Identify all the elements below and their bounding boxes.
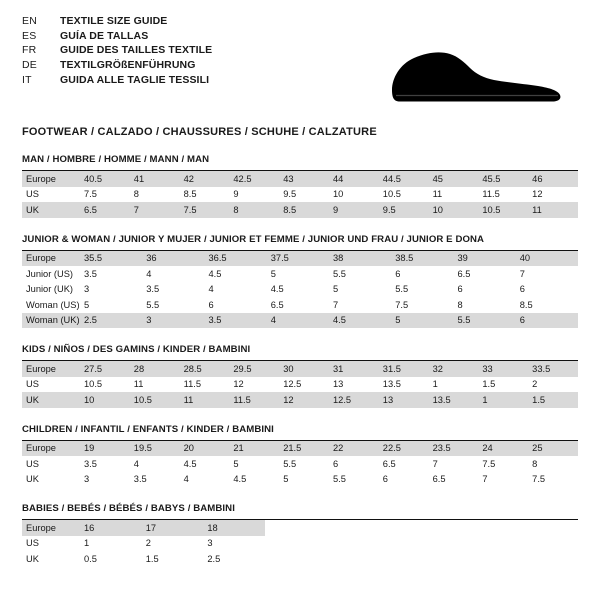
cell: 11 <box>133 379 144 390</box>
cell: 2 <box>145 538 151 549</box>
cell: 6.5 <box>432 474 446 485</box>
cell: 1.5 <box>145 553 159 564</box>
table-row <box>22 266 578 282</box>
table-row <box>22 551 578 567</box>
cell: 45 <box>429 171 479 187</box>
language-code: EN <box>22 15 37 27</box>
cell: 25 <box>528 441 578 457</box>
cell: 12.5 <box>329 392 379 408</box>
cell: 6 <box>516 313 578 329</box>
language-title: GUIDA ALLE TAGLIE TESSILI <box>60 73 210 86</box>
table-row <box>22 187 578 203</box>
cell: 5 <box>333 284 339 295</box>
table-row <box>22 297 578 313</box>
cell: 23.5 <box>429 441 479 457</box>
cell: 44.5 <box>379 171 429 187</box>
cell: 7.5 <box>84 189 97 200</box>
language-code: ES <box>22 29 37 42</box>
cell: 30 <box>279 361 329 377</box>
cell: 4.5 <box>233 474 247 485</box>
cell: 3.5 <box>84 268 97 279</box>
cell: 7.5 <box>395 299 409 310</box>
table-row <box>22 441 578 457</box>
language-row <box>22 75 212 90</box>
size-block-junior-woman <box>22 234 578 329</box>
category-title: FOOTWEAR / CALZADO / CHAUSSURES / SCHUHE / CALZATURE <box>22 126 377 138</box>
cell: 8 <box>133 189 139 200</box>
cell: 6 <box>395 268 401 279</box>
cell: 32 <box>429 361 479 377</box>
cell: 29.5 <box>229 361 279 377</box>
cell: 12 <box>532 189 543 200</box>
cell: 4 <box>183 474 189 485</box>
cell: 7 <box>432 458 438 469</box>
cell: 6 <box>382 474 388 485</box>
cell: 5 <box>233 458 239 469</box>
cell: 13 <box>332 379 344 390</box>
cell: 10.5 <box>382 189 401 200</box>
size-table-man <box>22 171 578 218</box>
cell: 7 <box>519 268 525 279</box>
language-code: FR <box>22 44 37 57</box>
cell: 10.5 <box>84 379 103 390</box>
cell: 3.5 <box>84 458 97 469</box>
block-title: CHILDREN / INFANTIL / ENFANTS / KINDER / BAMBINI <box>22 424 578 441</box>
cell: 11.5 <box>183 379 201 390</box>
cell: 43 <box>279 171 329 187</box>
row-label: US <box>26 379 39 390</box>
cell: 2 <box>532 379 538 390</box>
size-block-babies <box>22 503 578 567</box>
cell: 3.5 <box>146 284 160 295</box>
cell: 44 <box>329 171 379 187</box>
cell: 9 <box>329 202 379 218</box>
cell: 9 <box>233 189 239 200</box>
size-block-children <box>22 424 578 488</box>
cell: 5.5 <box>283 458 297 469</box>
cell: 3 <box>84 284 90 295</box>
cell: 28.5 <box>180 361 230 377</box>
cell: 4.5 <box>270 284 284 295</box>
cell: 4.5 <box>208 268 222 279</box>
cell: 5.5 <box>454 313 516 329</box>
cell: 1.5 <box>528 392 578 408</box>
language-title-list <box>22 16 212 89</box>
cell: 11 <box>432 189 443 200</box>
table-row <box>22 456 578 472</box>
cell: 10 <box>429 202 479 218</box>
cell: 35.5 <box>80 251 142 267</box>
cell: 4.5 <box>183 458 197 469</box>
cell: 8.5 <box>279 202 329 218</box>
size-table-children <box>22 441 578 488</box>
language-row <box>22 16 212 31</box>
cell: 7.5 <box>482 458 496 469</box>
cell: 8 <box>457 299 463 310</box>
cell: 8.5 <box>183 189 197 200</box>
cell: 31.5 <box>379 361 429 377</box>
cell: 6.5 <box>382 458 396 469</box>
table-row <box>22 361 578 377</box>
table-row <box>22 377 578 393</box>
cell: 1 <box>432 379 438 390</box>
cell: 2.5 <box>80 313 142 329</box>
cell: 18 <box>203 520 265 536</box>
cell: 2.5 <box>207 553 221 564</box>
table-row <box>22 472 578 488</box>
language-row <box>22 31 212 46</box>
cell: 22 <box>329 441 379 457</box>
cell: 11.5 <box>482 189 500 200</box>
cell: 8 <box>532 458 538 469</box>
cell: 12 <box>279 392 329 408</box>
cell: 42 <box>180 171 230 187</box>
row-label: US <box>26 458 39 469</box>
table-row <box>22 251 578 267</box>
table-row <box>22 520 578 536</box>
cell: 12.5 <box>283 379 302 390</box>
table-row <box>22 202 578 218</box>
row-label: Woman (UK) <box>22 313 80 329</box>
cell: 5 <box>283 474 289 485</box>
cell: 5 <box>84 299 90 310</box>
cell: 3 <box>142 313 204 329</box>
cell: 7 <box>333 299 339 310</box>
size-block-kids <box>22 344 578 408</box>
cell: 5.5 <box>146 299 160 310</box>
language-code: DE <box>22 59 37 72</box>
cell: 12 <box>233 379 244 390</box>
cell: 33 <box>478 361 528 377</box>
cell: 7 <box>130 202 180 218</box>
cell: 3 <box>84 474 90 485</box>
cell: 10 <box>80 392 130 408</box>
cell: 5 <box>391 313 453 329</box>
cell: 37.5 <box>267 251 329 267</box>
cell: 11 <box>528 202 578 218</box>
cell: 22.5 <box>379 441 429 457</box>
cell: 10.5 <box>478 202 528 218</box>
cell: 8 <box>229 202 279 218</box>
language-title: TEXTILGRÖßENFÜHRUNG <box>60 59 196 72</box>
cell: 8.5 <box>519 299 533 310</box>
cell: 5.5 <box>395 284 409 295</box>
cell: 11.5 <box>229 392 279 408</box>
cell: 17 <box>142 520 204 536</box>
cell: 4 <box>267 313 329 329</box>
cell: 5.5 <box>333 268 346 279</box>
table-row <box>22 171 578 187</box>
size-table-junior-woman <box>22 251 578 329</box>
row-label: Europe <box>22 361 80 377</box>
cell: 7 <box>482 474 488 485</box>
table-row <box>22 392 578 408</box>
cell: 6 <box>208 299 214 310</box>
cell: 13 <box>379 392 429 408</box>
cell: 1 <box>84 538 90 549</box>
cell: 33.5 <box>528 361 578 377</box>
cell: 45.5 <box>478 171 528 187</box>
cell: 10 <box>332 189 344 200</box>
cell: 5 <box>270 268 276 279</box>
cell: 6.5 <box>80 202 130 218</box>
table-row <box>22 282 578 298</box>
cell: 21.5 <box>279 441 329 457</box>
table-row <box>22 536 578 552</box>
language-title: GUÍA DE TALLAS <box>60 29 149 42</box>
cell: 4.5 <box>329 313 391 329</box>
row-label: UK <box>22 392 80 408</box>
cell: 1.5 <box>482 379 496 390</box>
language-row <box>22 45 212 60</box>
cell: 7.5 <box>180 202 230 218</box>
cell: 9.5 <box>379 202 429 218</box>
cell: 4 <box>208 284 214 295</box>
cell: 21 <box>229 441 279 457</box>
cell: 6.5 <box>457 268 471 279</box>
row-label: Junior (US) <box>26 268 74 279</box>
block-title: KIDS / NIÑOS / DES GAMINS / KINDER / BAMBINI <box>22 344 578 361</box>
cell: 39 <box>454 251 516 267</box>
cell: 3 <box>207 538 213 549</box>
cell: 38 <box>329 251 391 267</box>
block-title: JUNIOR & WOMAN / JUNIOR Y MUJER / JUNIOR ET FEMME / JUNIOR UND FRAU / JUNIOR E DONA <box>22 234 578 251</box>
cell: 6.5 <box>270 299 284 310</box>
size-block-man <box>22 154 578 218</box>
cell: 36 <box>142 251 204 267</box>
cell: 13.5 <box>429 392 479 408</box>
cell: 11 <box>180 392 230 408</box>
row-label: UK <box>22 202 80 218</box>
cell: 16 <box>80 520 142 536</box>
cell: 9.5 <box>283 189 297 200</box>
dress-shoe-icon <box>380 38 570 110</box>
cell: 27.5 <box>80 361 130 377</box>
cell: 5.5 <box>332 474 346 485</box>
size-table-babies <box>22 520 578 567</box>
cell: 6 <box>332 458 339 469</box>
cell: 13.5 <box>382 379 401 390</box>
cell: 46 <box>528 171 578 187</box>
row-label: Europe <box>22 171 80 187</box>
row-label: US <box>26 189 39 200</box>
row-label: US <box>26 538 39 549</box>
row-label: UK <box>26 474 39 485</box>
cell: 4 <box>146 268 152 279</box>
cell: 0.5 <box>84 553 97 564</box>
cell: 40 <box>516 251 578 267</box>
cell: 3.5 <box>205 313 267 329</box>
cell: 7.5 <box>532 474 546 485</box>
language-title: GUIDE DES TAILLES TEXTILE <box>60 44 213 57</box>
cell: 41 <box>130 171 180 187</box>
row-label: Europe <box>22 520 80 536</box>
header <box>22 16 578 112</box>
table-row <box>22 313 578 329</box>
cell: 20 <box>180 441 230 457</box>
cell: 4 <box>133 458 139 469</box>
cell: 42.5 <box>229 171 279 187</box>
cell: 38.5 <box>391 251 453 267</box>
block-title: MAN / HOMBRE / HOMME / MANN / MAN <box>22 154 578 171</box>
cell: 24 <box>478 441 528 457</box>
language-title-body <box>22 16 212 89</box>
cell: 19.5 <box>130 441 180 457</box>
language-row <box>22 60 212 75</box>
cell: 1 <box>478 392 528 408</box>
language-code: IT <box>22 73 32 86</box>
row-label: Junior (UK) <box>26 284 74 295</box>
size-table-kids <box>22 361 578 408</box>
cell: 28 <box>130 361 180 377</box>
cell: 6 <box>457 284 463 295</box>
language-title: TEXTILE SIZE GUIDE <box>60 15 168 27</box>
row-label: Europe <box>22 441 80 457</box>
row-label: Woman (US) <box>26 299 80 310</box>
cell: 10.5 <box>130 392 180 408</box>
cell: 36.5 <box>205 251 267 267</box>
row-label: Europe <box>22 251 80 267</box>
block-title: BABIES / BEBÉS / BÉBÉS / BABYS / BAMBINI <box>22 503 578 520</box>
row-label: UK <box>26 553 39 564</box>
cell: 40.5 <box>80 171 130 187</box>
cell: 6 <box>519 284 525 295</box>
cell: 3.5 <box>133 474 147 485</box>
cell: 31 <box>329 361 379 377</box>
cell: 19 <box>80 441 130 457</box>
